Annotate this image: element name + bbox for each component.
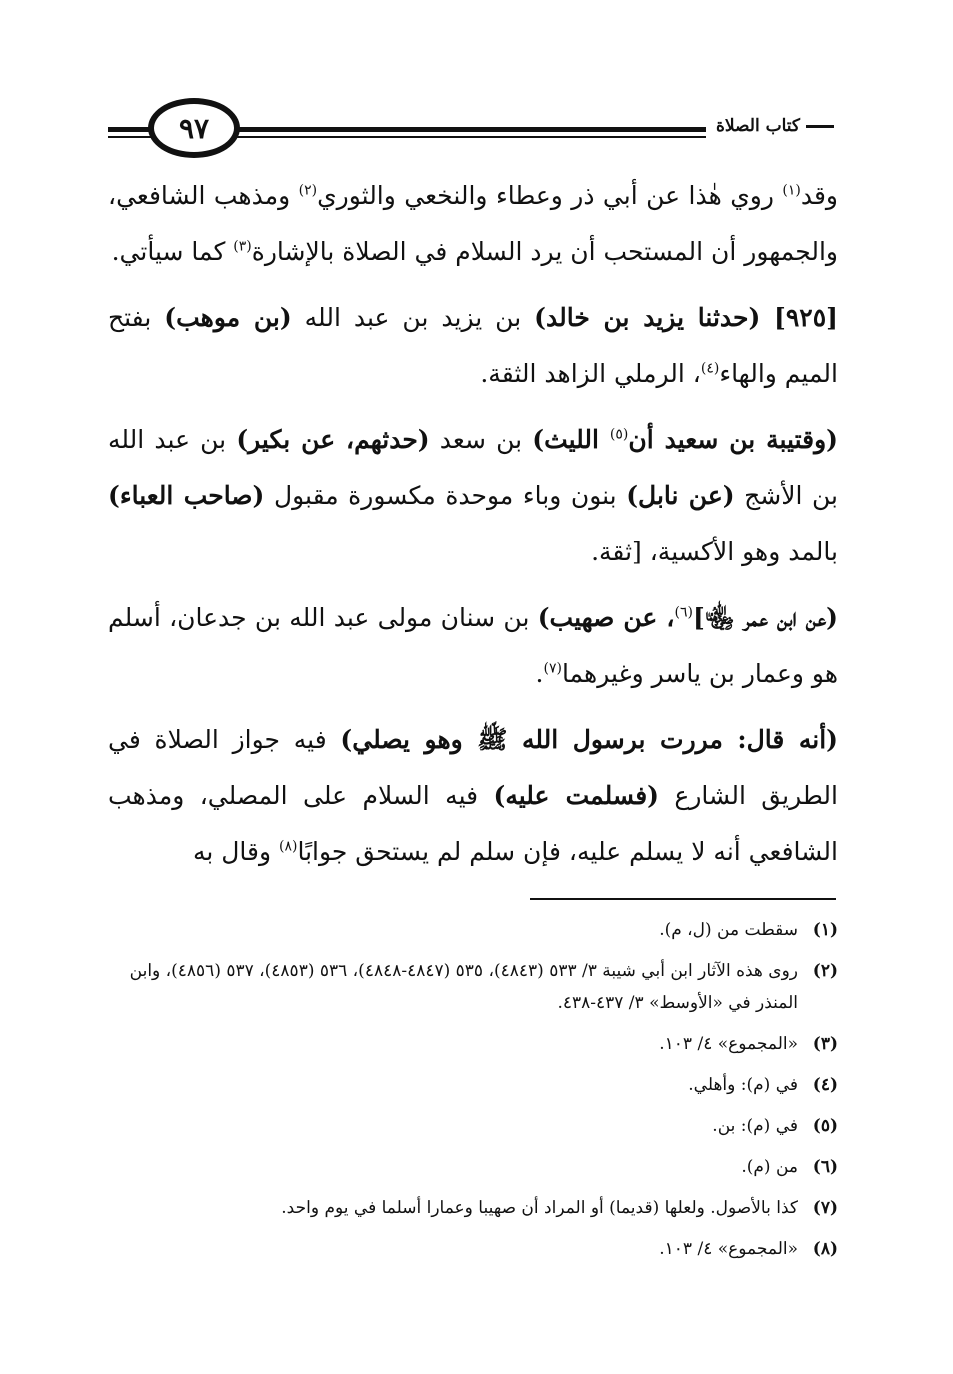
footnotes bbox=[108, 914, 838, 1274]
footnote-item bbox=[108, 1151, 838, 1183]
footnote-number: (٢) bbox=[812, 961, 838, 981]
bold-run: (بن موهب) bbox=[164, 303, 292, 332]
bold-run: (حدثهم، عن بكير) bbox=[236, 425, 430, 454]
footnote-item bbox=[108, 1028, 838, 1060]
bold-run: (أنه قال: مررت برسول الله ﷺ وهو يصلي) bbox=[340, 725, 838, 754]
text-run: ، الرملي الزاهد الثقة. bbox=[480, 359, 701, 388]
page-header bbox=[108, 92, 838, 162]
footnote-item bbox=[108, 955, 838, 1019]
footnote-number: (٦) bbox=[812, 1157, 838, 1177]
footnote-item bbox=[108, 1069, 838, 1101]
text-run: . bbox=[535, 659, 544, 688]
text-run: وقد bbox=[800, 181, 838, 210]
footnote-ref[interactable]: (٥) bbox=[609, 426, 629, 443]
text-run: بالمد وهو الأكسية، [ثقة. bbox=[591, 537, 838, 566]
bold-run: الليث) bbox=[532, 425, 610, 454]
footnote-separator bbox=[530, 898, 836, 900]
text-run: ومذهب الشافعي، والجمهور أن المستحب أن يرد السلام في الصلاة بالإشارة bbox=[108, 181, 838, 266]
page-number: ٩٧ bbox=[178, 111, 210, 145]
footnote-text: روى هذه الآثار ابن أبي شيبة ٣/ ٥٣٣ (٤٨٤٣)، ٥٣٥ (٤٨٤٧-٤٨٤٨)، ٥٣٦ (٤٨٥٣)، ٥٣٧ (٤٨٥٦)، وابن المنذر في «الأوسط» ٣/ ٤٣٧-٤٣٨. bbox=[129, 961, 798, 1013]
paragraph-5 bbox=[108, 712, 838, 880]
bold-run: [٩٢٥] (حدثنا يزيد بن خالد) bbox=[534, 303, 838, 332]
text-run: روي هٰذا عن أبي ذر وعطاء والنخعي والثوري bbox=[317, 181, 783, 210]
text-run: فيه السلام على المصلي، ومذهب الشافعي أنه لا يسلم عليه، فإن سلم لم يستحق جوابًا bbox=[108, 781, 838, 866]
footnote-number: (٧) bbox=[812, 1198, 838, 1218]
bold-run: (وقتيبة بن سعيد أن bbox=[628, 425, 839, 454]
footnote-ref[interactable]: (٨) bbox=[279, 838, 298, 855]
paragraph-4 bbox=[108, 590, 838, 702]
footnote-item bbox=[108, 1110, 838, 1142]
footnote-text: كذا بالأصول. ولعلها (قديما) أو المراد أن صهيبا وعمارا أسلما في يوم واحد. bbox=[281, 1198, 798, 1218]
footnote-number: (١) bbox=[812, 920, 838, 940]
text-run: كما سيأتي. bbox=[111, 237, 234, 266]
footnote-number: (٤) bbox=[812, 1075, 838, 1095]
text-run: فيه جواز الصلاة في الطريق الشارع bbox=[108, 725, 838, 810]
text-run: بن سعد bbox=[429, 425, 533, 454]
text-run: بن يزيد بن عبد الله bbox=[291, 303, 535, 332]
footnote-text: «المجموع» ٤/ ١٠٣. bbox=[659, 1034, 798, 1054]
footnote-number: (٣) bbox=[812, 1034, 838, 1054]
footnote-ref[interactable]: (١) bbox=[782, 182, 801, 199]
text-run: وقال به bbox=[192, 837, 279, 866]
paragraph-2 bbox=[108, 290, 838, 402]
footnote-item bbox=[108, 1233, 838, 1265]
text-run: بن سنان مولى عبد الله بن جدعان، أسلم هو وعمار بن ياسر وغيرهما bbox=[108, 603, 838, 688]
text-run: بنون وباء موحدة مكسورة مقبول bbox=[264, 481, 627, 510]
bold-run: ، عن صهيب) bbox=[537, 603, 675, 632]
bold-run: (فسلمت عليه) bbox=[493, 781, 659, 810]
footnote-ref[interactable]: (٢) bbox=[298, 182, 318, 199]
bold-run: (عن ابن عمر ﵄] bbox=[692, 603, 838, 632]
text-run: بفتح الميم والهاء bbox=[108, 303, 838, 388]
footnote-text: سقطت من (ل، م). bbox=[659, 920, 798, 940]
footnote-item bbox=[108, 914, 838, 946]
footnote-text: في (م): بن. bbox=[712, 1116, 798, 1136]
bold-run: (عن نابل) bbox=[626, 481, 735, 510]
footnote-number: (٨) bbox=[812, 1239, 838, 1259]
footnote-text: «المجموع» ٤/ ١٠٣. bbox=[659, 1239, 798, 1259]
footnote-text: في (م): وأهلي. bbox=[688, 1075, 798, 1095]
footnote-ref[interactable]: (٣) bbox=[233, 238, 252, 255]
page-number-badge bbox=[148, 98, 240, 158]
title-dash bbox=[806, 125, 834, 128]
paragraph-1 bbox=[108, 168, 838, 280]
running-title-text: كتاب الصلاة bbox=[715, 116, 800, 136]
footnote-number: (٥) bbox=[812, 1116, 838, 1136]
footnote-text: من (م). bbox=[741, 1157, 798, 1177]
bold-run: (صاحب العباء) bbox=[108, 481, 265, 510]
footnote-ref[interactable]: (٦) bbox=[674, 604, 693, 621]
main-text bbox=[108, 168, 838, 890]
footnote-item bbox=[108, 1192, 838, 1224]
footnote-ref[interactable]: (٧) bbox=[543, 660, 562, 677]
text-run: بن عبد الله بن الأشج bbox=[108, 425, 839, 510]
running-title bbox=[706, 114, 838, 138]
paragraph-3 bbox=[108, 412, 838, 580]
footnote-ref[interactable]: (٤) bbox=[700, 360, 720, 377]
